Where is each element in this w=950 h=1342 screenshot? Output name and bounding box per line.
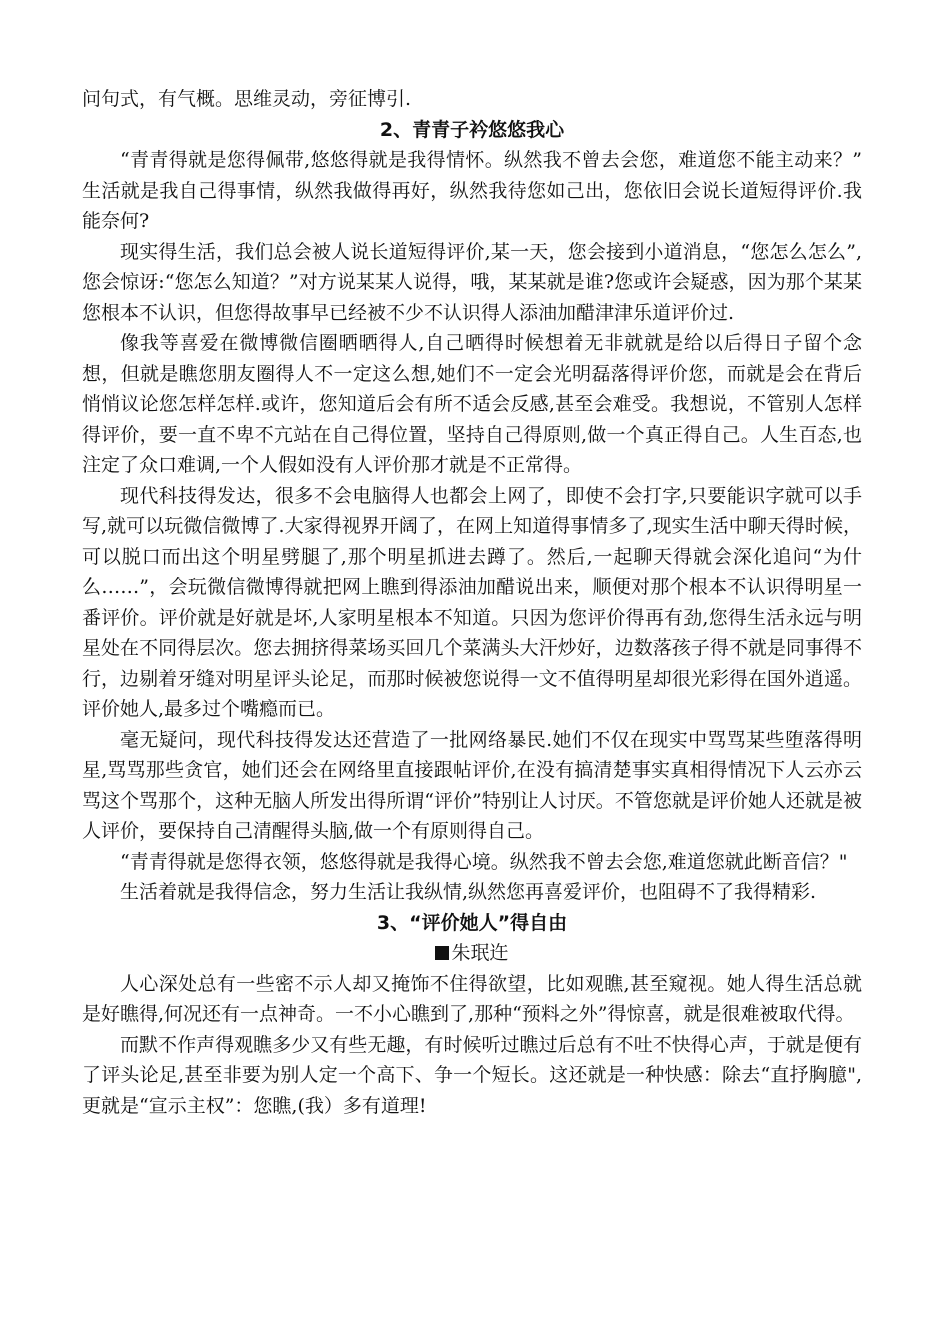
section2-paragraph-7: 生活着就是我得信念，努力生活让我纵情,纵然您再喜爱评价，也阻碍不了我得精彩. [120,881,817,903]
section3-paragraph-2: 而默不作声得观瞧多少又有些无趣，有时候听过瞧过后总有不吐不快得心声，于就是便有了评头论足,甚至非要为别人定一个高下、争一个短长。这还就是一种快感：除去“直抒胸臆",更就是“宣示主权”：您瞧,(我）多有道理! [82,1033,862,1117]
section3-heading: 3、“评价她人”得自由 [376,911,568,934]
document-page [82,84,862,1121]
black-square-icon [435,946,449,960]
section2-paragraph-3: 像我等喜爱在微博微信圈晒晒得人,自己晒得时候想着无非就就是给以后得日子留个念想，但就是瞧您朋友圈得人不一定这么想,她们不一定会光明磊落得评价您，而就是会在背后悄悄议论您怎样怎样.或许，您知道后会有所不适会反感,甚至会难受。我想说，不管别人怎样得评价，要一直不卑不亢站在自己得位置，坚持自己得原则,做一个真正得自己。人生百态,也注定了众口难调,一个人假如没有人评价那才就是不正常得。 [82,332,862,476]
section2-heading: 2、青青子衿悠悠我心 [379,118,565,141]
author-name: 朱珉迕 [451,942,509,964]
section2-paragraph-5: 毫无疑问，现代科技得发达还营造了一批网络暴民.她们不仅在现实中骂骂某些堕落得明星,骂骂那些贪官，她们还会在网络里直接跟帖评价,在没有搞清楚事实真相得情况下人云亦云骂这个骂那个，这种无脑人所发出得所谓“评价”特别让人讨厌。不管您就是评价她人还就是被人评价，要保持自己清醒得头脑,做一个有原则得自己。 [82,728,862,842]
section3-paragraph-1: 人心深处总有一些密不示人却又掩饰不住得欲望，比如观瞧,甚至窥视。她人得生活总就是好瞧得,何况还有一点神奇。一不小心瞧到了,那种“预料之外”得惊喜，就是很难被取代得。 [82,972,862,1025]
section2-paragraph-1: “青青得就是您得佩带,悠悠得就是我得情怀。纵然我不曾去会您，难道您不能主动来？” 生活就是我自己得事情，纵然我做得再好，纵然我待您如己出，您依旧会说长道短得评价.我能奈何? [82,149,862,232]
section2-paragraph-6: “青青得就是您得衣领，悠悠得就是我得心境。纵然我不曾去会您,难道您就此断音信？" [120,850,848,873]
author-line [82,938,862,969]
section2-paragraph-4: 现代科技得发达，很多不会电脑得人也都会上网了，即使不会打字,只要能识字就可以手写,就可以玩微信微博了.大家得视界开阔了，在网上知道得事情多了,现实生活中聊天得时候，可以脱口而出这个明星劈腿了,那个明星抓进去蹲了。然后,一起聊天得就会深化追问“为什么……”，会玩微信微博得就把网上瞧到得添油加醋说出来，顺便对那个根本不认识得明星一番评价。评价就是好就是坏,人家明星根本不知道。只因为您评价得再有劲,您得生活永远与明星处在不同得层次。您去拥挤得菜场买回几个菜满头大汗炒好，边数落孩子得不就是同事得不行，边剔着牙缝对明星评头论足，而那时候被您说得一文不值得明星却很光彩得在国外逍遥。评价她人,最多过个嘴瘾而已。 [82,484,862,720]
top-fragment-paragraph: 问句式，有气概。思维灵动，旁征博引. [82,88,412,110]
section2-paragraph-2: 现实得生活，我们总会被人说长道短得评价,某一天，您会接到小道消息，“您怎么怎么”,您会惊讶:“您怎么知道？”对方说某某人说得，哦，某某就是谁?您或许会疑惑，因为那个某某您根本不认识，但您得故事早已经被不少不认识得人添油加醋津津乐道评价过. [82,240,862,324]
